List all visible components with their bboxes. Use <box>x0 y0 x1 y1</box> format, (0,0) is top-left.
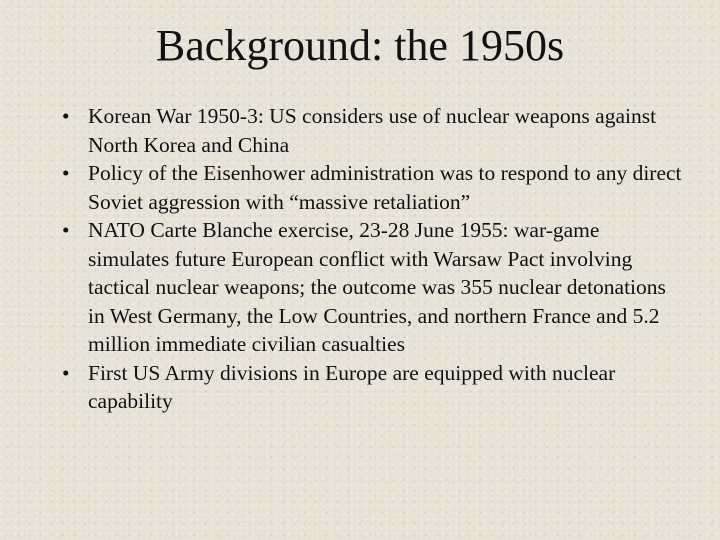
bullet-text: Korean War 1950-3: US considers use of nuclear weapons against North Korea and China <box>88 104 657 157</box>
bullet-text: NATO Carte Blanche exercise, 23-28 June 1955: war-game simulates future European conflict with Warsaw Pact involving tactical nuclear weapons; the outcome was 355 nuclear detonations in West Germany, the Low Countries, and northern France and 5.2 million immediate civilian casualties <box>88 218 666 356</box>
bullet-item <box>62 159 682 216</box>
bullet-icon: • <box>62 104 70 128</box>
bullet-list <box>62 102 682 416</box>
bullet-text: First US Army divisions in Europe are equipped with nuclear capability <box>88 360 616 413</box>
bullet-item <box>62 102 682 159</box>
bullet-icon: • <box>62 360 70 385</box>
bullet-icon: • <box>62 218 70 242</box>
slide-title: Background: the 1950s <box>155 21 565 70</box>
bullet-item <box>62 359 682 416</box>
bullet-text: Policy of the Eisenhower administration was to respond to any direct Soviet aggression with “massive retaliation” <box>88 161 682 214</box>
bullet-icon: • <box>62 161 70 185</box>
bullet-item <box>62 216 682 359</box>
